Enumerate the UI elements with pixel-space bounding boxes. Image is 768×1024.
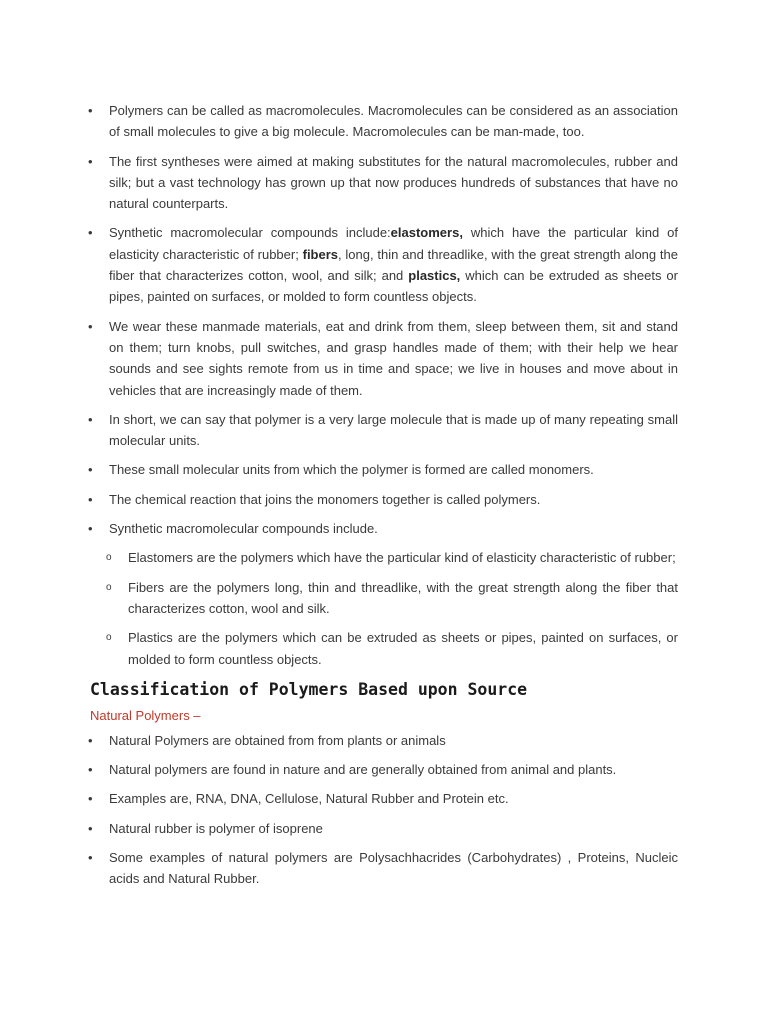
list-item-text: These small molecular units from which the polymer is formed are called monomers.	[109, 462, 594, 478]
list-item	[88, 489, 678, 510]
sub-list-item-text: Elastomers are the polymers which have the particular kind of elasticity characteristic of rubber;	[128, 550, 676, 566]
synthetic-after-fibers: , long, thin and threadlike, with the great strength along the fiber that characterizes cotton, wool, and silk; and	[109, 246, 678, 284]
document-content	[88, 100, 678, 898]
sub-list-item	[88, 577, 678, 620]
list-item-text: Natural rubber is polymer of isoprene	[109, 820, 323, 836]
subheading-natural-polymers: Natural Polymers –	[90, 707, 201, 723]
bullet-icon: •	[88, 762, 93, 778]
list-item	[88, 100, 678, 143]
list-item-text: Examples are, RNA, DNA, Cellulose, Natural Rubber and Protein etc.	[109, 791, 509, 807]
synthetic-prefix: Synthetic macromolecular compounds include:	[109, 225, 391, 241]
bullet-icon: •	[88, 318, 93, 334]
sub-list-item	[88, 627, 678, 670]
term-elastomers: elastomers,	[390, 225, 463, 241]
list-item	[88, 759, 678, 780]
bullet-icon: •	[88, 103, 93, 118]
list-item-text: Polymers can be called as macromolecules. Macromolecules can be considered as an association of small molecules to give a big molecule. Macromolecules can be man-made, too.	[109, 103, 678, 140]
list-item-text: Some examples of natural polymers are Polysachhacrides (Carbohydrates) , Proteins, Nucleic acids and Natural Rubber.	[109, 850, 678, 887]
list-item-text: Natural Polymers are obtained from from plants or animals	[109, 732, 446, 748]
list-item-text: The chemical reaction that joins the monomers together is called polymers.	[109, 491, 541, 507]
bullet-icon: •	[88, 462, 93, 478]
sub-list-item	[88, 547, 678, 568]
bullet-icon: •	[88, 521, 93, 537]
bullet-icon: •	[88, 791, 93, 807]
sub-bullet-list	[88, 547, 678, 669]
bullet-icon: •	[88, 491, 93, 507]
list-item	[88, 151, 678, 215]
bullet-icon: •	[88, 820, 93, 836]
list-item-text: We wear these manmade materials, eat and drink from them, sleep between them, sit and stand on them; turn knobs, pull switches, and grasp handles made of them; with their help we hear sounds and see sights remote from us in time and space; we live in houses and move about in vehicles that are increasingly made of them.	[109, 318, 678, 398]
bullet-icon: •	[88, 850, 93, 866]
circle-bullet-icon: o	[106, 552, 112, 564]
list-item-synthetic	[88, 222, 678, 307]
term-fibers: fibers	[302, 246, 339, 262]
synthetic-after-elastomers: which have the particular kind of elasticity characteristic of rubber;	[109, 225, 678, 262]
circle-bullet-icon: o	[106, 632, 112, 644]
list-item-text: The first syntheses were aimed at making substitutes for the natural macromolecules, rubber and silk; but a vast technology has grown up that now produces hundreds of substances that have no natural counterparts.	[109, 153, 678, 212]
list-item-text: In short, we can say that polymer is a very large molecule that is made up of many repeating small molecular units.	[109, 411, 678, 449]
term-plastics: plastics,	[408, 268, 461, 284]
sub-list-item-text: Fibers are the polymers long, thin and threadlike, with the great strength along the fiber that characterizes cotton, wool and silk.	[128, 579, 678, 616]
bullet-icon: •	[88, 732, 93, 748]
list-item	[88, 788, 678, 809]
list-item-text: Synthetic macromolecular compounds include.	[109, 521, 378, 537]
bullet-icon: •	[88, 225, 93, 241]
list-item	[88, 409, 678, 452]
bullet-icon: •	[88, 153, 93, 169]
list-item	[88, 316, 678, 401]
list-item	[88, 730, 678, 751]
list-item	[88, 818, 678, 839]
list-item	[88, 459, 678, 480]
list-item	[88, 518, 678, 670]
circle-bullet-icon: o	[106, 581, 112, 593]
list-item	[88, 847, 678, 890]
section-heading: Classification of Polymers Based upon Source	[90, 679, 528, 699]
list-item-text: Natural polymers are found in nature and are generally obtained from animal and plants.	[109, 762, 617, 778]
bullet-list-intro	[88, 100, 678, 670]
bullet-list-natural	[88, 730, 678, 890]
synthetic-after-plastics: which can be extruded as sheets or pipes, painted on surfaces, or molded to form countless objects.	[109, 268, 678, 305]
bullet-icon: •	[88, 411, 93, 427]
sub-list-item-text: Plastics are the polymers which can be extruded as sheets or pipes, painted on surfaces, or molded to form countless objects.	[128, 630, 678, 667]
